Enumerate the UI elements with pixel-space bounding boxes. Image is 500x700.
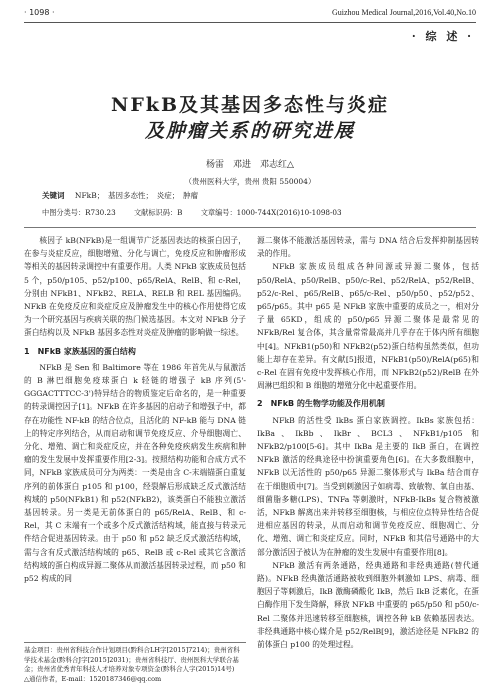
body-paragraph: NFkB 是 Sen 和 Baltimore 等在 1986 年首先从与鼠激活的 B 淋巴细胞免疫球蛋白 k 轻链的增强子 kB 序列(5'-GGGACTTTCC-3')特异结合的物质鉴定后命名的，是一种重要的转录调控因子[1]。NFkB 在许多基因的启动子和增强子中，都存在功能性 NF-kB 的结合位点，且活化的 NF-kB 能与 DNA 链上的特定序列结合，从而启动和调节免疫反应、介导细胞凋亡、分化、增殖、调亡和炎症反应，并在各种免疫疾病发生疾病和肿瘤的发生发展中发挥重要作用[2-3]。按照结构功能和合成方式不同，NFkB 家族成员可分为两类：一类是由含 C-末端锚蛋白重复序列的前体蛋白 p105 和 p100，经裂解后形成缺乏反式激活结构域的 p50(NFkB1) 和 p52(NFkB2)，该类蛋白不能独立激活基因转录。另一类是无前体蛋白的 p65/RelA、RelB、和 c-Rel，其 C 末端有一个或多个反式激活结构域，能直接与转录元件结合促进基因转录。由于 p50 和 p52 缺乏反式激活结构域，需与含有反式激活结构域的 p65、RelB 或 c-Rel 或其它含激活结构域的蛋白构成异源二聚体从而激活基因转录过程，而 p50 和 p52 构成的同 [24, 362, 246, 584]
body-paragraph: NFkB 家族成员组成各种同源或异源二聚体，包括 p50/RelA、p50/RelB、p50/c-Rel、p52/RelA、p52/RelB、p52/c-Rel、p65/RelB、p65/c-Rel、p50/p50、p52/p52、p65/p65。其中 p65 是 NFkB 家族中重要的成员之一，相对分子量 65KD，组成的 p50/p65 异源二聚体是最常见的 NFkB/Rel 复合体，其含量常常最高并几乎存在于体内所有细胞中[4]。NFkB1(p50)和 NFkB2(p52)蛋白结构虽然类似，但功能上却存在差异。有文献[5]报道，NFkB1(p50)/RelA(p65)和 c-Rel 在固有免疫中发挥核心作用，而 NFkB2(p52)/RelB 在外周淋巴组织和 B 细胞的增殖分化中起重要作用。 [257, 262, 479, 391]
header-rule [24, 22, 476, 23]
clc-number: 中图分类号：R730.23 [42, 208, 116, 217]
section-tag: · 综 述 · [411, 30, 474, 43]
classification-line [42, 208, 358, 218]
keywords-label: 关键词 [42, 191, 65, 200]
article-title: NFkB及其基因多态性与炎症 [110, 94, 390, 116]
authors: 杨雷 邓进 邓志红△ [206, 160, 294, 170]
right-column [257, 234, 479, 651]
intro-paragraph: 核因子 kB(NFkB)是一组调节广泛基因表达的核蛋白因子，在参与炎症反应，细胞增殖、分化与调亡，免疫反应和肿瘤形成等相关的基因转录调控中有重要作用。人类 NFkB 家族成员包括 5 个，p50/p105、p52/p100、p65/RelA、RelB、和 c-Rel，分别由 NFkB1、NFkB2、RELA、RELB 和 REL 基因编码。NFkB 在免疫反应和炎症反应及肿瘤发生中的核心作用使得它成为一个研究基因与疾病关联的热门候选基因。本文对 NFkB 分子蛋白结构以及 NFkB 基因多态性对炎症及肿瘤的影响做一综述。 [24, 236, 246, 338]
footnote [24, 642, 246, 684]
body-paragraph: NFkB 激活有两条通路，经典通路和非经典通路(替代通路)。NFkB 经典激活通路被收到细胞外刺激如 LPS、病毒、细胞因子等刺激后，IkB 激酶磷酸化 IkB，然后 IkB 泛素化，在蛋白酶作用下发生降解，释放 NFkB 中重要的 p65/p50 和 p50/c-Rel 二聚体并迅速转移至细胞核，调控各种 kB 依赖基因表达。非经典通路中核心媒介是 p52/RelB[9]，激活途径是 NFkB2 的前体蛋白 p100 的处理过程。 [257, 560, 479, 650]
page-number: · 1098 · [24, 8, 55, 17]
funding-note: 基金项目：贵州省科技合作计划项目(黔科合LH字[2015]7214)；贵州省科学技术基金(黔科合J字[2015]2031)；贵州省科技厅、贵州医科大学联合基金；贵州省优秀青年科技人才培养对象专项资金(黔科合人字(2015)14号) [24, 646, 240, 673]
body-paragraph: 源二聚体不能激活基因转录，需与 DNA 结合后发挥抑制基因转录的作用。 [257, 236, 479, 259]
keywords [42, 190, 198, 201]
article-title-line2: 及肿瘤关系的研究进展 [144, 120, 355, 142]
corresponding-author: △通信作者，E-mail：1520187346@qq.com [24, 674, 162, 683]
journal-citation: Guizhou Medical Journal,2016,Vol.40,No.10 [331, 8, 476, 17]
left-column [24, 234, 246, 585]
article-number: 文章编号：1000-744X(2016)10-1098-03 [200, 208, 342, 217]
document-code: 文献标识码：B [133, 208, 183, 217]
running-header [24, 8, 476, 22]
body-paragraph: NFkB 的活性受 IkBs 蛋白家族调控。IkBs 家族包括：IkBa、IkBb、IkBr、BCL3、NFkB1/p105 和 NFkB2/p100[5-6]。其中 IkBa 是主要的 IkB 蛋白，在调控 NFkB 激活的经典途径中扮演重要角色[6]。在大多数细胞中，NFkB 以无活性的 p50/p65 异源二聚体形式与 IkBa 结合而存在于细胞质中[7]。当受到刺激因子如病毒、致敏物、氧自由基、细菌脂多糖(LPS)、TNFa 等刺激时，NFkB-IkBs 复合物被激活，NFkB 解离出来并转移至细胞核，与相应位点特异性结合促进相应基因的转录，从而启动和调节免疫反应、细胞凋亡、分化、增殖、调亡和炎症反应。同时，NFkB 和其信号通路中的大部分激活因子被认为在肿瘤的发生发展中有重要作用[8]。 [257, 415, 479, 557]
section-heading-1: 1 NFkB 家族基因的蛋白结构 [24, 346, 136, 356]
keywords-list: NFkB； 基因多态性； 炎症； 肿瘤 [74, 191, 198, 200]
affiliation: （贵州医科大学，贵州 贵阳 550004） [184, 177, 316, 186]
section-heading-2: 2 NFkB 的生物学功能及作用机制 [257, 399, 385, 409]
abstract-rule [24, 227, 476, 228]
